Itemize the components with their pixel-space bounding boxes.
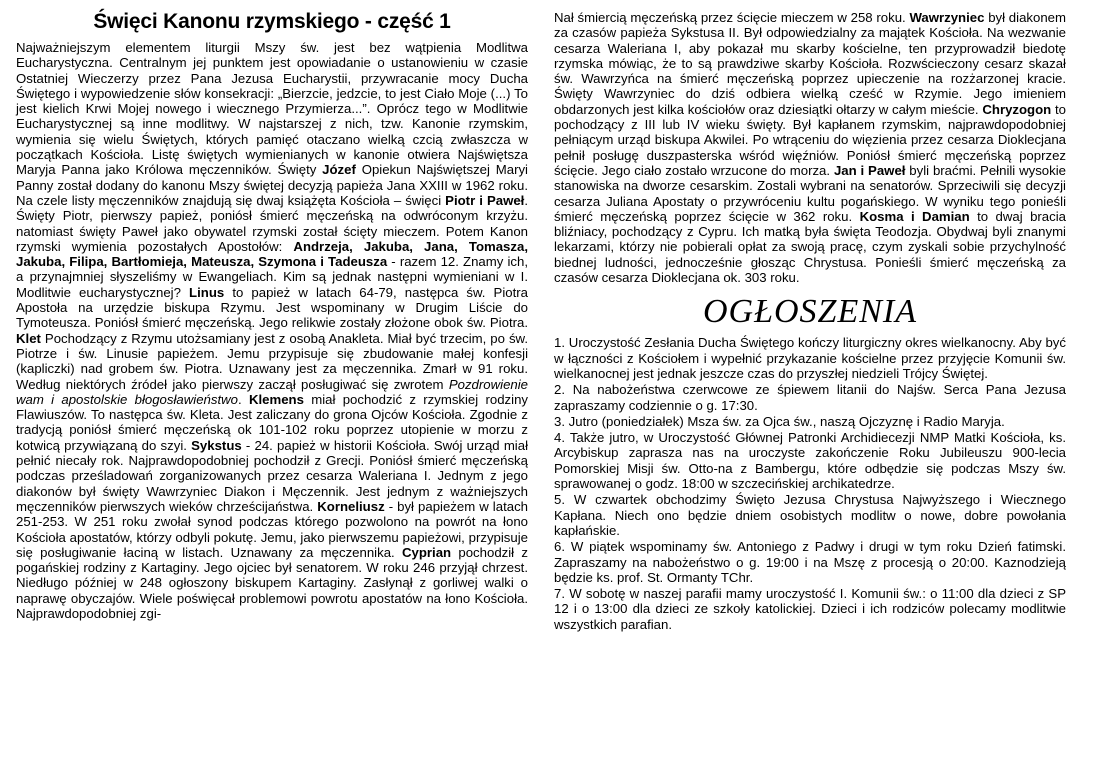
bold-run: Klemens [248, 391, 304, 407]
bold-run: Chryzogon [982, 101, 1052, 117]
bold-run: Linus [189, 284, 225, 300]
article-body-left [16, 40, 528, 621]
two-column-layout [16, 10, 1084, 770]
announcement-item: 2. Na nabożeństwa czerwcowe ze śpiewem litanii do Najśw. Serca Pana Jezusa zapraszamy codziennie o g. 17:30. [554, 382, 1066, 413]
left-column [16, 10, 528, 770]
text-run: pochodził z pogańskiej rodziny z Kartaginy. Jego ojciec był senatorem. W roku 246 przyjął chrzest. Niedługo później w 248 ogłoszony biskupem Kartaginy. Zasłynął z gorliwej walki o naprawę obyczajów. Wiele poświęcał problemowi powrotu apostatów na łono Kościoła. Najprawdopodobniej zgi- [16, 544, 528, 621]
announcement-item: 5. W czwartek obchodzimy Święto Jezusa Chrystusa Najwyższego i Wiecznego Kapłana. Niech ono będzie dniem osobistych modlitw o nowe, dobre powołania kapłańskie. [554, 492, 1066, 538]
announcement-item: 4. Także jutro, w Uroczystość Głównej Patronki Archidiecezji NMP Matki Kościoła, ks. Arcybiskup zaprasza nas na uroczyste zakończenie Roku Jubileuszu 900-lecia Pomorskiej Misji św. Otto-na z Bambergu, które odbędzie się podczas Mszy św. sprawowanej o godz. 18:00 w szczecińskiej archikatedrze. [554, 430, 1066, 492]
italic-run: Pozdrowienie wam i apostolskie błogosławieństwo [16, 376, 528, 407]
announcements-list [554, 335, 1066, 632]
text-run: . [237, 391, 249, 407]
text-run: Nał śmiercią męczeńską przez ścięcie mieczem w 258 roku. [554, 10, 910, 25]
text-run: był diakonem za czasów papieża Sykstusa II. Był odpowiedzialny za majątek Kościoła. Na wezwanie cesarza Waleriana I, aby pokazał mu skarby kościelne, ten przyprowadził biedotę rzymska mówiąc, że to są prawdziwe skarby Kościoła. Rozwścieczony cesarz skazał św. Wawrzyńca na śmierć męczeńską poprzez upieczenie na rozżarzonej kracie. Święty Wawrzyniec do dziś odbiera wielką cześć w Rzymie. Jego imieniem obdarzonych jest kilka kościołów oraz dziesiątki ołtarzy w całym mieście. [554, 10, 1066, 117]
bold-run: Klet [16, 330, 41, 346]
text-run: - był papieżem w latach 251-253. W 251 roku zwołał synod podczas którego pozwolono na powrót na łono Kościoła apostatów, którzy odbyli pokutę. Jemu, jako pierwszemu papieżowi, przypisuje się posługiwanie łaciną w listach. Uznawany za męczennika. [16, 498, 528, 560]
text-run: miał pochodzić z rzymskiej rodziny Flawiuszów. To następca św. Kleta. Jest zaliczany do grona Ojców Kościoła. Zgodnie z tradycją poniósł śmierć męczeńską ok 101-102 roku poprzez utopienie w morzu z kotwicą przywiązaną do szyi. [16, 391, 529, 453]
text-run: to pochodzący z III lub IV wieku święty. Był kapłanem rzymskim, najprawdopodobniej pełniącym urząd biskupa Akwilei. Po wtrąceniu do więzienia przez cesarza Dioklecjana pełnił posługę duszpasterska wśród więźniów. Poniósł śmierć męczeńską poprzez ścięcie. Jego ciało zostało wrzucone do morza. [554, 101, 1067, 178]
text-run: Pochodzący z Rzymu utożsamiany jest z osobą Anakleta. Miał być trzecim, po św. Piotrze i św. Linusie papieżem. Jemu przypisuje się zbudowanie małej konfesji (kapliczki) nad grobem św. Piotra. Uznawany jest za męczennika. Zmarł w 91 roku. Według niektórych źródeł jako pierwszy zaczął posługiwać się zwrotem [16, 330, 528, 392]
bold-run: Kosma i Damian [859, 208, 970, 224]
right-column [554, 10, 1066, 770]
bold-run: Cyprian [401, 544, 452, 560]
text-run: byli braćmi. Pełnili wysokie stanowiska na dworze cesarskim. Zostali wybrani na senatorów. Sprzeciwili się decyzji cesarza Juliana Apostaty o przywróceniu kultu pogańskiego. W wyniku tego ponieśli śmierć męczeńską poprzez ścięcie w 362 roku. [554, 162, 1066, 224]
text-run: to dwaj bracia bliźniacy, pochodzący z Cypru. Ich matką była święta Teodozja. Obydwaj byli znanymi lekarzami, którzy nie pobierali opłat za swoją pracę, czym zyskali sobie przychylność biednej ludności, jednocześnie głosząc Chrystusa. Ponieśli śmierć męczeńską za czasów cesarza Dioklecjana ok. 303 roku. [554, 208, 1066, 286]
text-run: Najważniejszym elementem liturgii Mszy św. jest bez wątpienia Modlitwa Eucharystyczna. Centralnym jej punktem jest opowiadanie o ustanowieniu w czasie Ostatniej Wieczerzy przez Pana Jezusa Eucharystii, przywracanie mocy Ducha Świętego i wypowiedzenie słów konsekracji: „Bierzcie, jedzcie, to jest Ciało Moje (...) To jest kielich Krwi Mojej nowego i wiecznego Przymierza...”. Oprócz tego w Modlitwie Eucharystycznej są inne modlitwy. W najstarszej z nich, tzw. Kanonie rzymskim, wymienia się wielu Świętych, których pamięć otaczano wielką czcią zwłaszcza w początkach Kościoła. Listę świętych wymienianych w kanonie otwiera Najświętsza Maryja Panna jako Królowa męczenników. Święty [16, 40, 528, 178]
bold-run: Józef [322, 162, 356, 178]
page-title: Święci Kanonu rzymskiego - część 1 [93, 10, 451, 33]
announcement-item: 7. W sobotę w naszej parafii mamy uroczystość I. Komunii św.: o 11:00 dla dzieci z SP 12 i o 13:00 dla dzieci ze szkoły katolickiej. Dzieci i ich rodziców polecamy modlitwie wszystkich parafian. [554, 586, 1066, 632]
announcement-item: 1. Uroczystość Zesłania Ducha Świętego kończy liturgiczny okres wielkanocny. Aby być w łączności z Kościołem i wypełnić przykazanie kościelne przez przyjęcie Komunii św. wielkanocnej jest jednak jeszcze czas do przyszłej niedzieli Trójcy Świętej. [554, 335, 1066, 381]
text-run: to papież w latach 64-79, następca św. Piotra Apostoła na urzędzie biskupa Rzymu. Jest wspominany w Drugim Liście do Tymoteusza. Poniósł śmierć męczeńską. Jego relikwie zostały złożone obok św. Piotra. [16, 284, 528, 331]
bold-run: Piotr i Paweł [445, 192, 525, 208]
text-run: . Święty Piotr, pierwszy papież, poniósł śmierć męczeńską na odwróconym krzyżu. natomiast święty Paweł jako obywatel rzymski został ścięty mieczem. Potem Kanon rzymski wymienia pozostałych Apostołów: [16, 192, 528, 254]
bold-run: Jan i Paweł [833, 162, 906, 178]
announcement-item: 3. Jutro (poniedziałek) Msza św. za Ojca św., naszą Ojczyznę i Radio Maryja. [554, 413, 1005, 429]
bold-run: Andrzeja, Jakuba, Jana, Tomasza, Jakuba, Filipa, Bartłomieja, Mateusza, Szymona i Tadeusza [16, 238, 528, 270]
announcement-item: 6. W piątek wspominamy św. Antoniego z Padwy i drugi w tym roku Dzień fatimski. Zapraszamy na nabożeństwo o g. 19:00 i na Mszę z procesją o 20:00. Kaznodzieją będzie ks. prof. St. Ormanty TChr. [554, 539, 1066, 585]
text-run: - 24. papież w historii Kościoła. Swój urząd miał pełnić niecały rok. Najprawdopodobniej pochodził z Grecji. Poniósł śmierć męczeńską podczas prześladowań zorganizowanych przez cesarza Waleriana I. Jednym z jego diakonów był święty Wawrzyniec Diakon i Męczennik. Jest jednym z ważniejszych męczenników pierwszych wieków chrześcijaństwa. [16, 437, 528, 514]
article-body-right [554, 10, 1066, 285]
bold-run: Wawrzyniec [909, 10, 985, 25]
announcements-heading: OGŁOSZENIA [702, 293, 918, 331]
bold-run: Sykstus [191, 437, 242, 453]
text-run: - razem 12. Znamy ich, a przynajmniej słyszeliśmy w Ewangeliach. Kim są jednak następni wymieniani w I. Modlitwie eucharystycznej? [16, 254, 528, 300]
text-run: Opiekun Najświętszej Maryi Panny został dodany do kanonu Mszy świętej decyzją papieża Jana XXIII w 1962 roku. Na czele listy męczenników znajdują się dwaj książęta Kościoła – święci [16, 162, 528, 208]
bold-run: Korneliusz [317, 498, 385, 514]
